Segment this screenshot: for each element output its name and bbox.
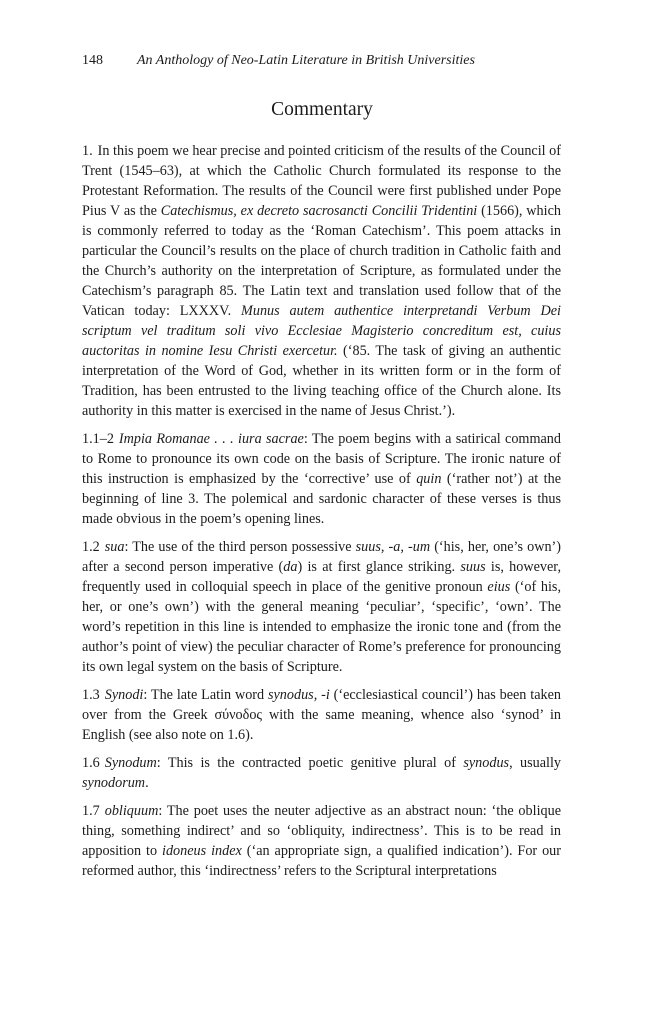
note-reference: 1.6: [82, 755, 100, 771]
note-italic-text: Impia Romanae . . . iura sacrae: [118, 431, 304, 447]
note-italic-text: sua: [104, 539, 125, 555]
note-text: : The poet uses the neuter adjective as an abstract noun: ‘the oblique thing, something indirect’ and so ‘obliquity, indirectness’. This is to be read in apposition to: [82, 803, 561, 859]
note-text: , usually: [509, 755, 562, 771]
note-italic-text: obliquum: [104, 803, 159, 819]
section-title: Commentary: [271, 99, 373, 120]
note-italic-text: synodus, -i: [267, 687, 330, 703]
note-text: (‘of his, her, or one’s own’) with the general meaning ‘peculiar’, ‘specific’, ‘own’. The word’s repetition in this line is intended to emphasize the ironic tone and (from the author’s point of view) the peculiar character of Rome’s preference for pronouncing its own legal system on the basis of Scripture.: [82, 579, 562, 675]
note-italic-text: eius: [487, 579, 511, 595]
note-text: : The late Latin word: [143, 687, 268, 703]
note-text: (‘an appropriate sign, a qualified indication’). For our reformed author, this ‘indirectness’ refers to the Scriptural interpretations: [82, 843, 561, 879]
note-text: : The use of the third person possessive: [124, 539, 356, 555]
page-number: 148: [82, 53, 103, 68]
note-reference: 1.2: [82, 539, 100, 555]
commentary-note: [82, 141, 561, 421]
note-reference: 1.: [82, 143, 93, 159]
commentary-note: [82, 537, 561, 677]
note-reference: 1.1–2: [82, 431, 114, 447]
commentary-note: [82, 753, 561, 793]
note-text: (‘rather not’) at the beginning of line 3. The polemical and sardonic character of these verses is thus made obvious in the poem’s opening lines.: [82, 471, 561, 527]
note-italic-text: quin: [416, 471, 442, 487]
book-title: An Anthology of Neo-Latin Literature in British Universities: [137, 53, 475, 68]
note-text: (1566), which is commonly referred to today as the ‘Roman Catechism’. This poem attacks in particular the Council’s results on the place of church tradition in Catholic faith and the Church’s authority on the interpretation of Scripture, as formulated under the Catechism’s paragraph 85. The Latin text and translation used follow that of the Vatican today: LXXXV.: [82, 203, 561, 319]
note-italic-text: suus: [460, 559, 486, 575]
note-text: : This is the contracted poetic genitive plural of: [156, 755, 464, 771]
note-text: (‘ecclesiastical council’) has been taken over from the Greek σύνοδος with the same meaning, whence also ‘synod’ in English (see also note on 1.6).: [82, 687, 561, 743]
note-italic-text: Catechismus, ex decreto sacrosancti Concilii Tridentini: [160, 203, 478, 219]
note-italic-text: Synodum: [104, 755, 157, 771]
note-reference: 1.7: [82, 803, 100, 819]
note-text: (‘85. The task of giving an authentic interpretation of the Word of God, whether in its written form or in the form of Tradition, has been entrusted to the living teaching office of the Church alone. Its authority in this matter is exercised in the name of Jesus Christ.’).: [82, 343, 561, 419]
commentary-note: [82, 685, 561, 745]
note-italic-text: synodus: [463, 755, 510, 771]
note-italic-text: synodorum: [82, 775, 146, 791]
commentary-notes: [82, 141, 561, 881]
note-reference: 1.3: [82, 687, 100, 703]
note-text: In this poem we hear precise and pointed criticism of the results of the Council of Trent (1545–63), at which the Catholic Church formulated its response to the Protestant Reformation. The results of the Council were first published under Pope Pius V as the: [82, 143, 561, 219]
note-text: : The poem begins with a satirical command to Rome to pronounce its own code on the basis of Scripture. The ironic nature of this instruction is emphasized by the ‘corrective’ use of: [82, 431, 561, 487]
note-italic-text: suus, -a, -um: [355, 539, 431, 555]
note-text: is, however, frequently used in colloquial speech in place of the genitive pronoun: [82, 559, 561, 595]
note-text: (‘his, her, one’s own’) after a second person imperative (: [82, 539, 562, 575]
note-italic-text: idoneus index: [162, 843, 242, 859]
note-italic-text: da: [283, 559, 298, 575]
note-text: ) is at first glance striking.: [297, 559, 461, 575]
note-text: .: [145, 775, 149, 791]
commentary-note: [82, 429, 561, 529]
commentary-note: [82, 801, 561, 881]
running-head: [82, 52, 562, 70]
note-italic-text: Synodi: [104, 687, 144, 703]
note-italic-text: Munus autem authentice interpretandi Verbum Dei scriptum vel traditum soli vivo Ecclesiae Magisterio concreditum est, cuius auctoritas in nomine Iesu Christi exercetur.: [82, 303, 562, 359]
